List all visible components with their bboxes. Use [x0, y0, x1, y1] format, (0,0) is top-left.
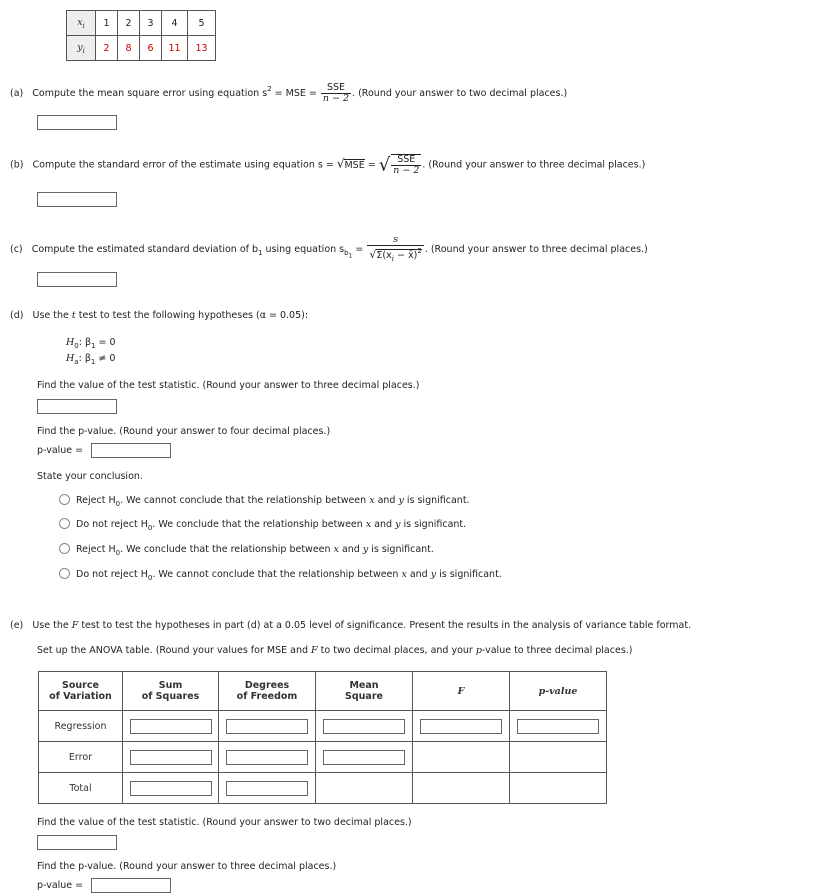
y-header: $y_i$ — [67, 36, 96, 61]
part-d-question: (d) Use the t test to test the following hypotheses (α = 0.05): — [10, 310, 309, 321]
radio-button[interactable] — [59, 543, 70, 554]
empty-cell — [413, 742, 510, 773]
null-hypothesis: $H_0$: $\beta_1 = 0$ — [66, 337, 116, 350]
ss-total-input[interactable] — [130, 781, 212, 796]
f-statistic-input[interactable] — [37, 835, 117, 850]
y-value: 6 — [140, 36, 162, 61]
conclusion-prompt: State your conclusion. — [37, 471, 143, 482]
empty-cell — [413, 773, 510, 804]
part-c-question: (c) Compute the estimated standard deviation of $b_1$ using equation $s_{b_1}$ = $\frac{s}{√\Sigma(x_i - x̄)^2}$ . (Round your answer to three decimal places.) — [10, 234, 648, 263]
header-f: F — [413, 672, 510, 711]
y-value: 11 — [162, 36, 188, 61]
mse-answer-input[interactable] — [37, 115, 117, 130]
part-a-question: (a) Compute the mean square error using equation $s^2$ = MSE = $\frac{\text{SSE}}{n - 2}$ . (Round your answer to two decimal places.) — [10, 82, 568, 104]
df-total-input[interactable] — [226, 781, 308, 796]
radio-button[interactable] — [59, 518, 70, 529]
alt-hypothesis: $H_a$: $\beta_1 \ne 0$ — [66, 353, 116, 366]
ss-regression-input[interactable] — [130, 719, 212, 734]
x-value: 3 — [140, 11, 162, 36]
empty-cell — [510, 773, 607, 804]
row-label-error: Error — [39, 742, 123, 773]
f-pvalue-prompt: Find the p-value. (Round your answer to three decimal places.) — [37, 861, 337, 872]
ss-error-input[interactable] — [130, 750, 212, 765]
y-value: 8 — [118, 36, 140, 61]
x-value: 1 — [96, 11, 118, 36]
df-regression-input[interactable] — [226, 719, 308, 734]
sd-b1-input[interactable] — [37, 272, 117, 287]
t-statistic-input[interactable] — [37, 399, 117, 414]
part-b-question: (b) Compute the standard error of the estimate using equation s = √MSE = √ $\frac{\text{SSE}}{n - 2}$ . (Round your answer to three decimal places.) — [10, 154, 646, 176]
anova-setup-prompt: Set up the ANOVA table. (Round your values for MSE and F to two decimal places, and your p-value to three decimal places.) — [37, 645, 633, 656]
header-sum-of-squares: Sum of Squares — [123, 672, 219, 711]
standard-error-input[interactable] — [37, 192, 117, 207]
y-value: 13 — [188, 36, 216, 61]
conclusion-option-4[interactable]: Do not reject $H_0$. We cannot conclude that the relationship between x and y is significant. — [59, 568, 502, 584]
header-degrees-of-freedom: Degrees of Freedom — [219, 672, 316, 711]
x-value: 2 — [118, 11, 140, 36]
x-header: $x_i$ — [67, 11, 96, 36]
radio-button[interactable] — [59, 494, 70, 505]
anova-table — [38, 671, 607, 804]
empty-cell — [316, 773, 413, 804]
anova-pvalue-input[interactable] — [517, 719, 599, 734]
t-pvalue-prompt: Find the p-value. (Round your answer to four decimal places.) — [37, 426, 331, 437]
t-pvalue-input[interactable] — [91, 443, 171, 458]
ms-error-input[interactable] — [323, 750, 405, 765]
t-pvalue-label: p-value = — [37, 445, 84, 456]
f-input[interactable] — [420, 719, 502, 734]
header-source: Source of Variation — [39, 672, 123, 711]
header-p-value: p-value — [510, 672, 607, 711]
radio-button[interactable] — [59, 568, 70, 579]
data-table — [66, 10, 216, 61]
f-pvalue-label: p-value = — [37, 880, 84, 891]
y-value: 2 — [96, 36, 118, 61]
x-value: 5 — [188, 11, 216, 36]
empty-cell — [510, 742, 607, 773]
row-label-regression: Regression — [39, 711, 123, 742]
x-value: 4 — [162, 11, 188, 36]
conclusion-option-1[interactable]: Reject $H_0$. We cannot conclude that the relationship between x and y is significant. — [59, 494, 470, 510]
conclusion-option-2[interactable]: Do not reject $H_0$. We conclude that the relationship between x and y is significant. — [59, 518, 466, 534]
t-stat-prompt: Find the value of the test statistic. (Round your answer to three decimal places.) — [37, 380, 420, 391]
conclusion-option-3[interactable]: Reject $H_0$. We conclude that the relationship between x and y is significant. — [59, 543, 434, 559]
f-stat-prompt: Find the value of the test statistic. (Round your answer to two decimal places.) — [37, 817, 412, 828]
df-error-input[interactable] — [226, 750, 308, 765]
ms-regression-input[interactable] — [323, 719, 405, 734]
f-pvalue-input[interactable] — [91, 878, 171, 893]
row-label-total: Total — [39, 773, 123, 804]
part-e-question: (e) Use the F test to test the hypotheses in part (d) at a 0.05 level of significance. Present the results in the analysis of variance table format. — [10, 620, 692, 631]
header-mean-square: Mean Square — [316, 672, 413, 711]
